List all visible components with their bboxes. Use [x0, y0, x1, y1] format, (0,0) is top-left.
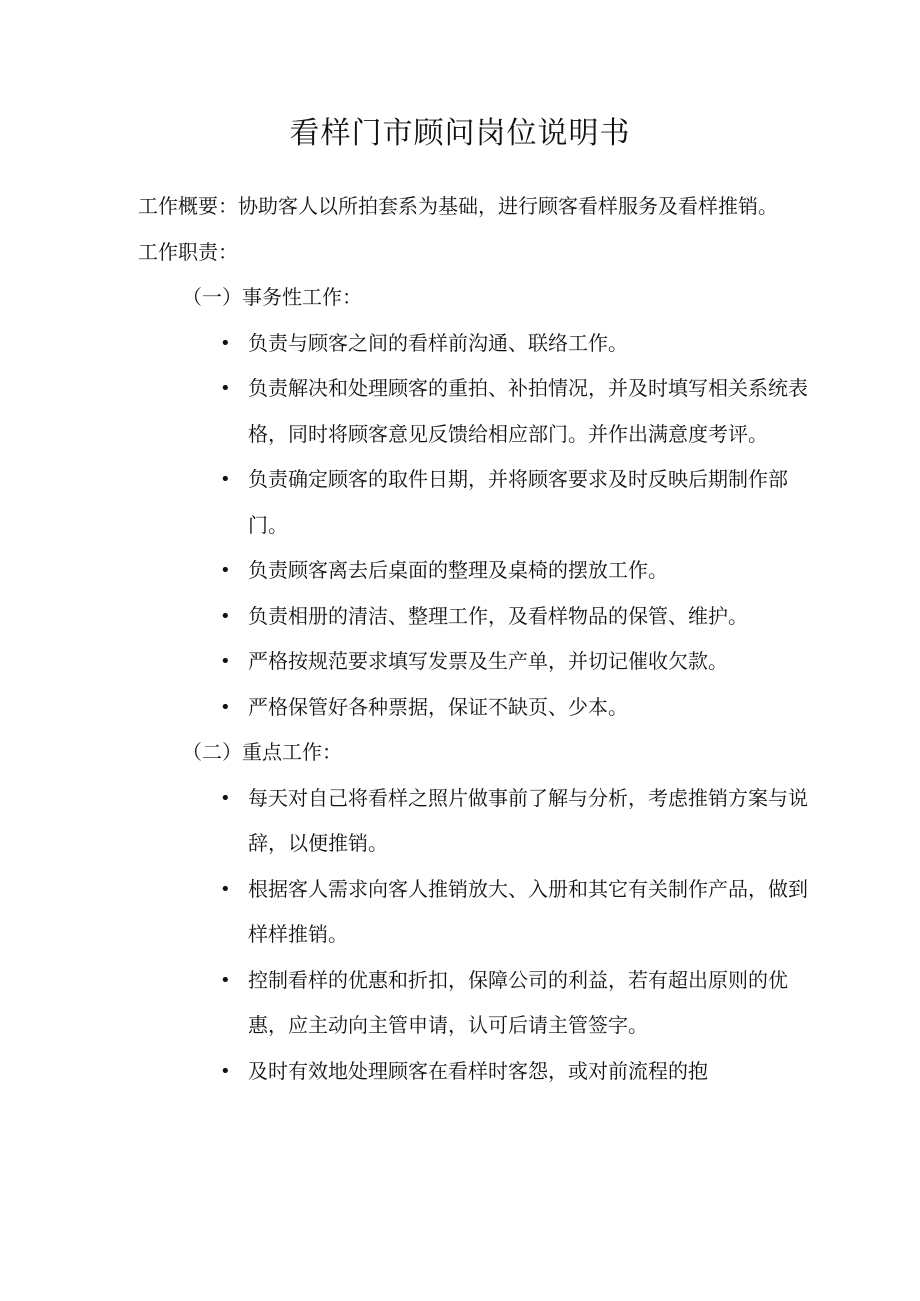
routine-duties-list: [138, 321, 818, 731]
list-item-text: 负责相册的清洁、整理工作，及看样物品的保管、维护。: [248, 603, 748, 628]
list-item-text: 负责确定顾客的取件日期，并将顾客要求及时反映后期制作部门。: [248, 467, 788, 537]
bullet-icon: •: [220, 969, 231, 991]
list-item: [220, 321, 818, 367]
list-item-text: 及时有效地处理顾客在看样时客怨，或对前流程的抱: [248, 1058, 708, 1083]
list-item-text: 根据客人需求向客人推销放大、入册和其它有关制作产品，做到样样推销。: [248, 876, 808, 946]
bullet-icon: •: [220, 1060, 231, 1082]
document-title: 看样门市顾问岗位说明书: [289, 116, 631, 151]
list-item-text: 负责与顾客之间的看样前沟通、联络工作。: [248, 330, 628, 355]
list-item-text: 严格保管好各种票据，保证不缺页、少本。: [248, 694, 628, 719]
list-item: [220, 594, 818, 640]
document-body: [138, 184, 818, 1094]
section-heading-key: （二）重点工作：: [182, 740, 342, 764]
list-item: [220, 867, 818, 958]
bullet-icon: •: [220, 560, 231, 581]
list-item: [220, 685, 818, 731]
bullet-icon: •: [220, 378, 231, 399]
bullet-icon: •: [220, 605, 231, 627]
list-item-text: 控制看样的优惠和折扣，保障公司的利益，若有超出原则的优惠，应主动向主管申请，认可后请主管签字。: [248, 967, 788, 1037]
bullet-icon: •: [220, 469, 231, 490]
list-item-text: 负责解决和处理顾客的重拍、补拍情况，并及时填写相关系统表格，同时将顾客意见反馈给相应部门。并作出满意度考评。: [248, 376, 808, 446]
bullet-icon: •: [220, 332, 231, 354]
list-item: [220, 776, 818, 867]
duties-heading: 工作职责：: [138, 239, 238, 264]
section-heading-routine: （一）事务性工作：: [182, 285, 362, 309]
work-overview: 工作概要：协助客人以所拍套系为基础，进行顾客看样服务及看样推销。: [138, 194, 778, 218]
list-item-text: 负责顾客离去后桌面的整理及桌椅的摆放工作。: [248, 558, 668, 582]
list-item: [220, 548, 818, 594]
bullet-icon: •: [220, 651, 231, 672]
bullet-icon: •: [220, 696, 231, 718]
list-item: [220, 1049, 818, 1095]
bullet-icon: •: [220, 878, 231, 900]
list-item: [220, 366, 818, 457]
list-item: [220, 958, 818, 1049]
list-item-text: 严格按规范要求填写发票及生产单，并切记催收欠款。: [248, 649, 728, 673]
list-item: [220, 457, 818, 548]
key-duties-list: [138, 776, 818, 1095]
list-item: [220, 639, 818, 685]
list-item-text: 每天对自己将看样之照片做事前了解与分析，考虑推销方案与说辞，以便推销。: [248, 785, 808, 855]
bullet-icon: •: [220, 787, 231, 809]
